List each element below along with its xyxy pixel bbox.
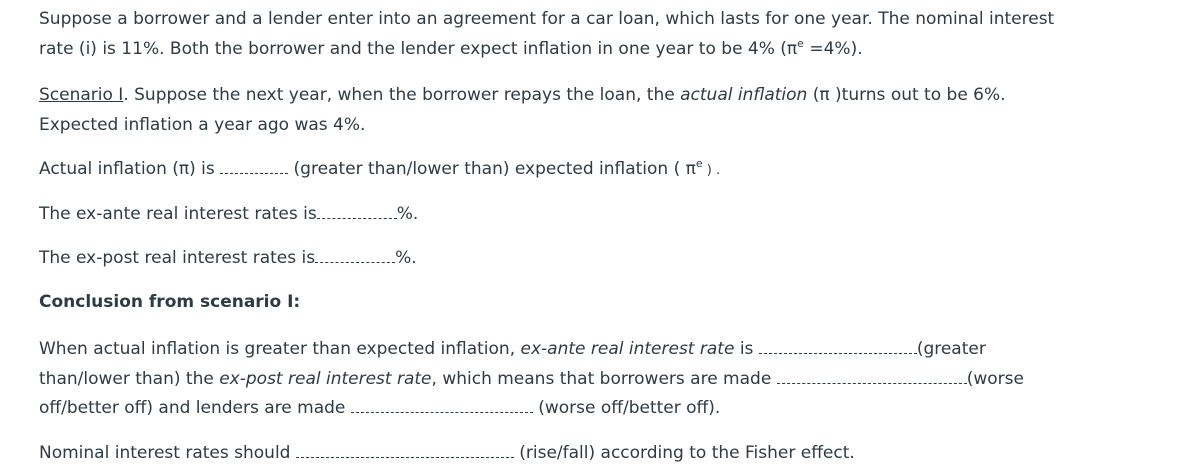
- c2-b: , which means that borrowers are made: [431, 369, 777, 389]
- q1-middle: (greater than/lower than) expected inflation ( π: [288, 159, 696, 179]
- c3-blank[interactable]: [351, 398, 533, 413]
- scenario-line-2: [39, 114, 365, 136]
- intro-line-1: [39, 8, 1054, 30]
- intro-line-2: [39, 38, 863, 60]
- conclusion-line-3: [39, 397, 720, 419]
- ex-post-term: ex-post real interest rate: [219, 369, 432, 389]
- q3-start: The ex-post real interest rates is: [39, 248, 316, 268]
- c1-b: is: [734, 339, 759, 359]
- c3-a: off/better off) and lenders are made: [39, 398, 351, 418]
- intro-text-2: rate (i) is 11%. Both the borrower and the lender expect inflation in one year to be 4% (π: [39, 39, 798, 59]
- ex-ante-term: ex-ante real interest rate: [520, 339, 735, 359]
- c1-a: When actual inflation is greater than expected inflation,: [39, 339, 521, 359]
- scenario-line-1: [39, 84, 1006, 106]
- question-2: [39, 203, 418, 225]
- q1-superscript: e: [695, 157, 703, 170]
- conclusion-heading: [39, 291, 300, 313]
- c3-end: (worse off/better off).: [532, 398, 721, 418]
- nominal-end: (rise/fall) according to the Fisher effect.: [513, 443, 855, 463]
- q1-start: Actual inflation (π) is: [39, 159, 221, 179]
- q3-end: %.: [395, 248, 417, 268]
- scenario-title: Scenario I: [39, 85, 124, 105]
- q3-blank[interactable]: [315, 248, 395, 263]
- intro-text-1: Suppose a borrower and a lender enter into an agreement for a car loan, which lasts for one year. The nominal interest: [39, 9, 1055, 29]
- c2-a: than/lower than) the: [39, 369, 220, 389]
- c1-blank[interactable]: [759, 339, 917, 354]
- q1-end: ) .: [702, 163, 721, 178]
- q1-blank[interactable]: [220, 159, 288, 174]
- actual-inflation-term: actual inflation: [680, 85, 808, 105]
- intro-text-2-tail: =4%).: [803, 39, 863, 59]
- scenario-text-a: . Suppose the next year, when the borrower repays the loan, the: [123, 85, 681, 105]
- nominal-blank[interactable]: [296, 443, 514, 458]
- q2-blank[interactable]: [317, 204, 397, 219]
- c2-end: (worse: [966, 369, 1024, 389]
- question-1: [39, 158, 720, 182]
- conclusion-line-1: [39, 338, 986, 360]
- c1-end: (greater: [916, 339, 986, 359]
- conclusion-heading-text: Conclusion from scenario I:: [39, 292, 301, 312]
- scenario-text-b: (π )turns out to be 6%.: [807, 85, 1006, 105]
- pi-e-superscript: e: [797, 37, 804, 50]
- c2-blank[interactable]: [777, 369, 967, 384]
- nominal-line: [39, 442, 855, 464]
- question-3: [39, 247, 417, 269]
- scenario-text-2: Expected inflation a year ago was 4%.: [39, 115, 366, 135]
- q2-start: The ex-ante real interest rates is: [39, 204, 317, 224]
- conclusion-line-2: [39, 368, 1024, 390]
- q2-end: %.: [396, 204, 419, 224]
- nominal-start: Nominal interest rates should: [39, 443, 296, 463]
